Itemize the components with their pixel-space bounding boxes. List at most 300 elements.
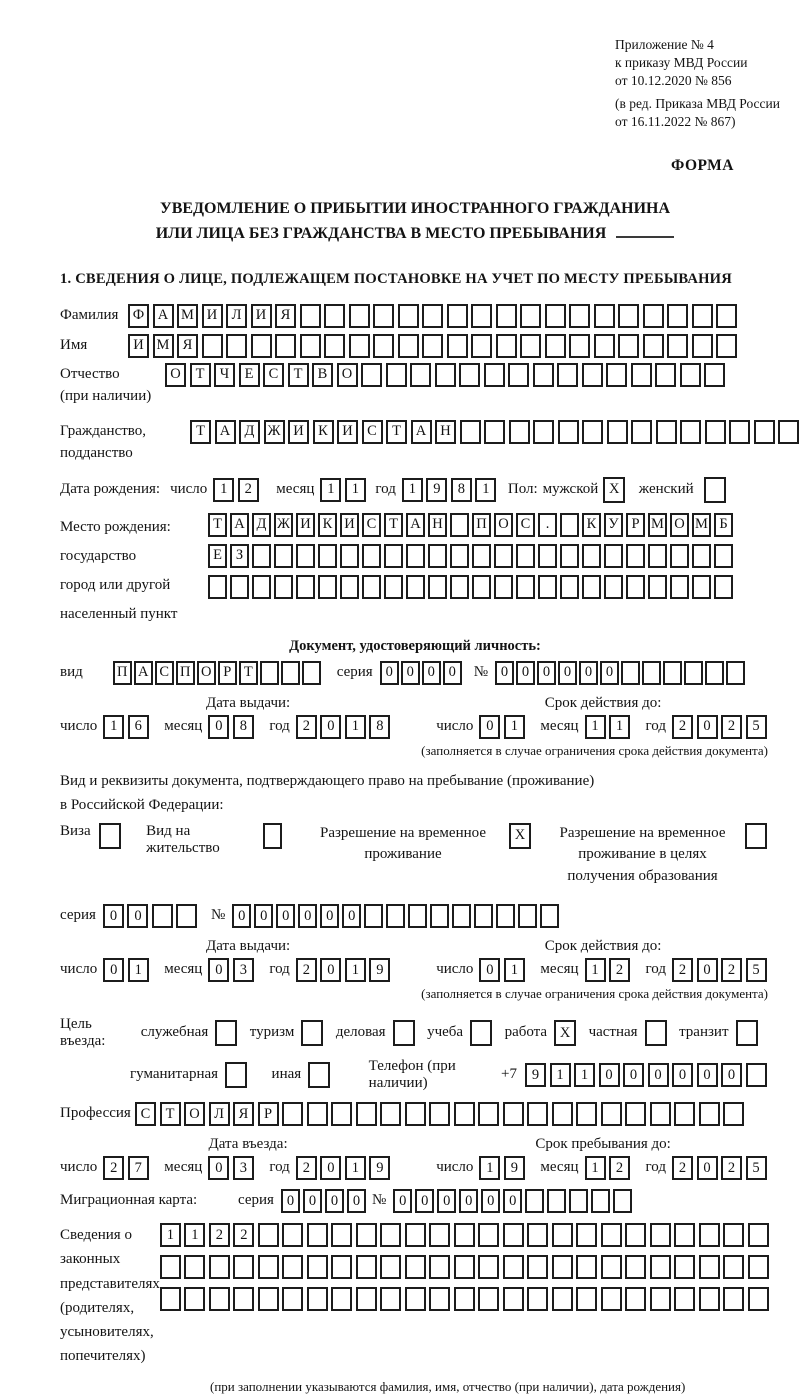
char-box[interactable]: [410, 363, 431, 387]
char-box[interactable]: [569, 1189, 588, 1213]
char-box[interactable]: 0: [516, 661, 535, 685]
char-box[interactable]: [496, 334, 517, 358]
char-box[interactable]: [509, 420, 530, 444]
char-box[interactable]: 0: [599, 1063, 620, 1087]
char-box[interactable]: [331, 1255, 352, 1279]
char-box[interactable]: [349, 334, 370, 358]
char-box[interactable]: 1: [504, 958, 525, 982]
char-box[interactable]: [606, 363, 627, 387]
char-box[interactable]: 0: [401, 661, 420, 685]
char-box[interactable]: И: [288, 420, 309, 444]
char-box[interactable]: 9: [426, 478, 447, 502]
char-box[interactable]: [714, 575, 733, 599]
char-box[interactable]: [386, 363, 407, 387]
char-box[interactable]: 0: [342, 904, 361, 928]
char-box[interactable]: 1: [345, 1156, 366, 1180]
char-box[interactable]: [656, 420, 677, 444]
char-box[interactable]: [716, 334, 737, 358]
char-box[interactable]: [258, 1255, 279, 1279]
char-box[interactable]: 9: [525, 1063, 546, 1087]
char-box[interactable]: 0: [422, 661, 441, 685]
char-box[interactable]: [275, 334, 296, 358]
char-box[interactable]: Ч: [214, 363, 235, 387]
char-box[interactable]: [307, 1287, 328, 1311]
char-box[interactable]: [601, 1255, 622, 1279]
char-box[interactable]: [625, 1223, 646, 1247]
char-box[interactable]: 0: [303, 1189, 322, 1213]
char-box[interactable]: [650, 1255, 671, 1279]
char-box[interactable]: О: [670, 513, 689, 537]
char-box[interactable]: 0: [276, 904, 295, 928]
char-box[interactable]: 1: [475, 478, 496, 502]
char-box[interactable]: [705, 420, 726, 444]
char-box[interactable]: 0: [697, 715, 718, 739]
char-box[interactable]: 2: [103, 1156, 124, 1180]
char-box[interactable]: [450, 575, 469, 599]
char-box[interactable]: [386, 904, 405, 928]
char-box[interactable]: 3: [233, 1156, 254, 1180]
char-box[interactable]: [582, 363, 603, 387]
char-box[interactable]: 0: [320, 1156, 341, 1180]
char-box[interactable]: 2: [721, 958, 742, 982]
char-box[interactable]: В: [312, 363, 333, 387]
char-box[interactable]: [282, 1102, 303, 1126]
char-box[interactable]: С: [155, 661, 174, 685]
checkbox-temp-residence[interactable]: X: [509, 823, 531, 849]
char-box[interactable]: [496, 304, 517, 328]
char-box[interactable]: Т: [208, 513, 227, 537]
char-box[interactable]: [613, 1189, 632, 1213]
char-box[interactable]: 2: [296, 715, 317, 739]
char-box[interactable]: [716, 304, 737, 328]
char-box[interactable]: 0: [347, 1189, 366, 1213]
checkbox-purpose-private[interactable]: [645, 1020, 667, 1046]
char-box[interactable]: [582, 575, 601, 599]
char-box[interactable]: [754, 420, 775, 444]
char-box[interactable]: [699, 1255, 720, 1279]
char-box[interactable]: [478, 1223, 499, 1247]
char-box[interactable]: [152, 904, 173, 928]
char-box[interactable]: А: [406, 513, 425, 537]
char-box[interactable]: [302, 661, 321, 685]
char-box[interactable]: 9: [504, 1156, 525, 1180]
char-box[interactable]: [398, 304, 419, 328]
char-box[interactable]: 8: [369, 715, 390, 739]
char-box[interactable]: И: [337, 420, 358, 444]
char-box[interactable]: 0: [479, 715, 500, 739]
char-box[interactable]: [478, 1255, 499, 1279]
char-box[interactable]: [331, 1287, 352, 1311]
char-box[interactable]: [274, 575, 293, 599]
checkbox-purpose-humanitarian[interactable]: [225, 1062, 247, 1088]
checkbox-temp-residence-edu[interactable]: [745, 823, 767, 849]
char-box[interactable]: [447, 334, 468, 358]
char-box[interactable]: 0: [579, 661, 598, 685]
char-box[interactable]: [560, 513, 579, 537]
char-box[interactable]: [558, 420, 579, 444]
char-box[interactable]: О: [184, 1102, 205, 1126]
char-box[interactable]: 2: [672, 1156, 693, 1180]
char-box[interactable]: Т: [288, 363, 309, 387]
char-box[interactable]: [723, 1287, 744, 1311]
char-box[interactable]: [380, 1287, 401, 1311]
char-box[interactable]: 0: [320, 904, 339, 928]
char-box[interactable]: [496, 904, 515, 928]
char-box[interactable]: [748, 1223, 769, 1247]
char-box[interactable]: [361, 363, 382, 387]
char-box[interactable]: [454, 1287, 475, 1311]
char-box[interactable]: 0: [697, 1156, 718, 1180]
char-box[interactable]: 0: [127, 904, 148, 928]
char-box[interactable]: 2: [233, 1223, 254, 1247]
char-box[interactable]: [184, 1287, 205, 1311]
char-box[interactable]: Ж: [264, 420, 285, 444]
char-box[interactable]: 1: [550, 1063, 571, 1087]
char-box[interactable]: .: [538, 513, 557, 537]
char-box[interactable]: 1: [585, 958, 606, 982]
char-box[interactable]: [723, 1223, 744, 1247]
char-box[interactable]: 2: [721, 1156, 742, 1180]
char-box[interactable]: [538, 544, 557, 568]
char-box[interactable]: [233, 1287, 254, 1311]
char-box[interactable]: 0: [298, 904, 317, 928]
char-box[interactable]: 1: [345, 958, 366, 982]
char-box[interactable]: [408, 904, 427, 928]
char-box[interactable]: 5: [746, 958, 767, 982]
char-box[interactable]: [655, 363, 676, 387]
char-box[interactable]: [692, 334, 713, 358]
char-box[interactable]: Ж: [274, 513, 293, 537]
char-box[interactable]: 0: [697, 958, 718, 982]
char-box[interactable]: О: [165, 363, 186, 387]
char-box[interactable]: [296, 575, 315, 599]
char-box[interactable]: А: [215, 420, 236, 444]
char-box[interactable]: [560, 544, 579, 568]
char-box[interactable]: [435, 363, 456, 387]
char-box[interactable]: [705, 661, 724, 685]
char-box[interactable]: Р: [626, 513, 645, 537]
checkbox-purpose-study[interactable]: [470, 1020, 492, 1046]
char-box[interactable]: Д: [252, 513, 271, 537]
char-box[interactable]: [405, 1102, 426, 1126]
char-box[interactable]: [552, 1102, 573, 1126]
char-box[interactable]: Т: [160, 1102, 181, 1126]
char-box[interactable]: [454, 1102, 475, 1126]
char-box[interactable]: 1: [345, 715, 366, 739]
char-box[interactable]: [643, 334, 664, 358]
char-box[interactable]: С: [263, 363, 284, 387]
char-box[interactable]: 1: [609, 715, 630, 739]
char-box[interactable]: [230, 575, 249, 599]
char-box[interactable]: [552, 1287, 573, 1311]
char-box[interactable]: [527, 1287, 548, 1311]
char-box[interactable]: [527, 1223, 548, 1247]
char-box[interactable]: [729, 420, 750, 444]
char-box[interactable]: [307, 1255, 328, 1279]
char-box[interactable]: 1: [103, 715, 124, 739]
char-box[interactable]: Я: [177, 334, 198, 358]
char-box[interactable]: [547, 1189, 566, 1213]
char-box[interactable]: [478, 1102, 499, 1126]
char-box[interactable]: [576, 1287, 597, 1311]
char-box[interactable]: [428, 575, 447, 599]
char-box[interactable]: [209, 1287, 230, 1311]
char-box[interactable]: [714, 544, 733, 568]
char-box[interactable]: И: [340, 513, 359, 537]
char-box[interactable]: А: [134, 661, 153, 685]
char-box[interactable]: 0: [600, 661, 619, 685]
char-box[interactable]: [527, 1102, 548, 1126]
char-box[interactable]: [405, 1287, 426, 1311]
char-box[interactable]: [560, 575, 579, 599]
checkbox-purpose-business[interactable]: [393, 1020, 415, 1046]
char-box[interactable]: [648, 544, 667, 568]
char-box[interactable]: [422, 334, 443, 358]
char-box[interactable]: [516, 544, 535, 568]
char-box[interactable]: [692, 304, 713, 328]
char-box[interactable]: Р: [258, 1102, 279, 1126]
char-box[interactable]: 2: [609, 1156, 630, 1180]
char-box[interactable]: 2: [296, 1156, 317, 1180]
char-box[interactable]: [405, 1255, 426, 1279]
char-box[interactable]: [460, 420, 481, 444]
char-box[interactable]: [209, 1255, 230, 1279]
char-box[interactable]: [429, 1223, 450, 1247]
char-box[interactable]: [318, 575, 337, 599]
char-box[interactable]: [576, 1255, 597, 1279]
char-box[interactable]: [494, 544, 513, 568]
char-box[interactable]: [226, 334, 247, 358]
char-box[interactable]: Л: [226, 304, 247, 328]
char-box[interactable]: [545, 304, 566, 328]
char-box[interactable]: М: [648, 513, 667, 537]
char-box[interactable]: [472, 544, 491, 568]
char-box[interactable]: [274, 544, 293, 568]
char-box[interactable]: [356, 1223, 377, 1247]
char-box[interactable]: [692, 544, 711, 568]
char-box[interactable]: [525, 1189, 544, 1213]
char-box[interactable]: 0: [481, 1189, 500, 1213]
char-box[interactable]: [674, 1102, 695, 1126]
char-box[interactable]: Т: [190, 420, 211, 444]
char-box[interactable]: С: [516, 513, 535, 537]
char-box[interactable]: И: [296, 513, 315, 537]
char-box[interactable]: [746, 1063, 767, 1087]
char-box[interactable]: [680, 420, 701, 444]
char-box[interactable]: [380, 1223, 401, 1247]
char-box[interactable]: [576, 1223, 597, 1247]
char-box[interactable]: [503, 1255, 524, 1279]
char-box[interactable]: Т: [239, 661, 258, 685]
char-box[interactable]: [704, 363, 725, 387]
char-box[interactable]: [626, 544, 645, 568]
char-box[interactable]: К: [582, 513, 601, 537]
char-box[interactable]: [494, 575, 513, 599]
char-box[interactable]: [398, 334, 419, 358]
char-box[interactable]: 9: [369, 1156, 390, 1180]
char-box[interactable]: [601, 1223, 622, 1247]
char-box[interactable]: 0: [672, 1063, 693, 1087]
char-box[interactable]: А: [411, 420, 432, 444]
char-box[interactable]: [282, 1255, 303, 1279]
char-box[interactable]: [454, 1255, 475, 1279]
char-box[interactable]: 1: [160, 1223, 181, 1247]
char-box[interactable]: [582, 420, 603, 444]
char-box[interactable]: [607, 420, 628, 444]
char-box[interactable]: [569, 304, 590, 328]
char-box[interactable]: [545, 334, 566, 358]
char-box[interactable]: 0: [415, 1189, 434, 1213]
char-box[interactable]: [540, 904, 559, 928]
char-box[interactable]: [282, 1287, 303, 1311]
char-box[interactable]: [648, 575, 667, 599]
char-box[interactable]: 2: [296, 958, 317, 982]
char-box[interactable]: [552, 1223, 573, 1247]
char-box[interactable]: [533, 420, 554, 444]
char-box[interactable]: 2: [721, 715, 742, 739]
char-box[interactable]: [601, 1287, 622, 1311]
char-box[interactable]: 1: [479, 1156, 500, 1180]
char-box[interactable]: [601, 1102, 622, 1126]
char-box[interactable]: Е: [239, 363, 260, 387]
char-box[interactable]: [452, 904, 471, 928]
char-box[interactable]: [251, 334, 272, 358]
char-box[interactable]: [699, 1102, 720, 1126]
char-box[interactable]: [726, 661, 745, 685]
char-box[interactable]: [324, 304, 345, 328]
char-box[interactable]: 1: [585, 715, 606, 739]
char-box[interactable]: [631, 363, 652, 387]
char-box[interactable]: 1: [320, 478, 341, 502]
char-box[interactable]: 3: [233, 958, 254, 982]
char-box[interactable]: И: [251, 304, 272, 328]
char-box[interactable]: [384, 575, 403, 599]
char-box[interactable]: [674, 1223, 695, 1247]
char-box[interactable]: Т: [384, 513, 403, 537]
char-box[interactable]: П: [472, 513, 491, 537]
char-box[interactable]: [594, 334, 615, 358]
char-box[interactable]: [748, 1287, 769, 1311]
char-box[interactable]: [618, 334, 639, 358]
char-box[interactable]: [684, 661, 703, 685]
char-box[interactable]: [478, 1287, 499, 1311]
char-box[interactable]: [340, 575, 359, 599]
char-box[interactable]: 8: [451, 478, 472, 502]
char-box[interactable]: [428, 544, 447, 568]
char-box[interactable]: [618, 304, 639, 328]
char-box[interactable]: 0: [537, 661, 556, 685]
char-box[interactable]: [252, 544, 271, 568]
char-box[interactable]: 1: [345, 478, 366, 502]
char-box[interactable]: Р: [218, 661, 237, 685]
char-box[interactable]: 1: [574, 1063, 595, 1087]
char-box[interactable]: [576, 1102, 597, 1126]
char-box[interactable]: [450, 544, 469, 568]
char-box[interactable]: [318, 544, 337, 568]
char-box[interactable]: 1: [213, 478, 234, 502]
char-box[interactable]: [260, 661, 279, 685]
char-box[interactable]: О: [337, 363, 358, 387]
char-box[interactable]: 0: [208, 958, 229, 982]
char-box[interactable]: [471, 334, 492, 358]
char-box[interactable]: Л: [209, 1102, 230, 1126]
char-box[interactable]: 0: [479, 958, 500, 982]
char-box[interactable]: [474, 904, 493, 928]
char-box[interactable]: И: [128, 334, 149, 358]
char-box[interactable]: 0: [380, 661, 399, 685]
char-box[interactable]: Е: [208, 544, 227, 568]
char-box[interactable]: [258, 1287, 279, 1311]
char-box[interactable]: [503, 1223, 524, 1247]
char-box[interactable]: [484, 363, 505, 387]
char-box[interactable]: [591, 1189, 610, 1213]
char-box[interactable]: [160, 1255, 181, 1279]
char-box[interactable]: 0: [208, 715, 229, 739]
char-box[interactable]: 1: [504, 715, 525, 739]
char-box[interactable]: [503, 1287, 524, 1311]
char-box[interactable]: [340, 544, 359, 568]
char-box[interactable]: 0: [503, 1189, 522, 1213]
checkbox-purpose-work[interactable]: X: [554, 1020, 576, 1046]
char-box[interactable]: [471, 304, 492, 328]
char-box[interactable]: [642, 661, 661, 685]
char-box[interactable]: М: [153, 334, 174, 358]
char-box[interactable]: 0: [103, 904, 124, 928]
char-box[interactable]: [356, 1102, 377, 1126]
char-box[interactable]: [557, 363, 578, 387]
char-box[interactable]: [356, 1255, 377, 1279]
char-box[interactable]: 0: [443, 661, 462, 685]
char-box[interactable]: [520, 304, 541, 328]
char-box[interactable]: 1: [402, 478, 423, 502]
char-box[interactable]: К: [313, 420, 334, 444]
char-box[interactable]: [626, 575, 645, 599]
char-box[interactable]: [454, 1223, 475, 1247]
char-box[interactable]: [520, 334, 541, 358]
char-box[interactable]: И: [202, 304, 223, 328]
char-box[interactable]: О: [494, 513, 513, 537]
char-box[interactable]: Я: [233, 1102, 254, 1126]
char-box[interactable]: [663, 661, 682, 685]
char-box[interactable]: 0: [325, 1189, 344, 1213]
checkbox-male[interactable]: X: [603, 477, 625, 503]
char-box[interactable]: 1: [184, 1223, 205, 1247]
char-box[interactable]: [667, 304, 688, 328]
char-box[interactable]: 2: [609, 958, 630, 982]
char-box[interactable]: [380, 1255, 401, 1279]
char-box[interactable]: 0: [281, 1189, 300, 1213]
char-box[interactable]: Д: [239, 420, 260, 444]
char-box[interactable]: [518, 904, 537, 928]
char-box[interactable]: М: [177, 304, 198, 328]
char-box[interactable]: [282, 1223, 303, 1247]
char-box[interactable]: [307, 1223, 328, 1247]
char-box[interactable]: [430, 904, 449, 928]
char-box[interactable]: [625, 1287, 646, 1311]
char-box[interactable]: [650, 1102, 671, 1126]
char-box[interactable]: Т: [386, 420, 407, 444]
char-box[interactable]: [380, 1102, 401, 1126]
char-box[interactable]: [300, 334, 321, 358]
char-box[interactable]: [604, 544, 623, 568]
char-box[interactable]: А: [230, 513, 249, 537]
char-box[interactable]: [538, 575, 557, 599]
char-box[interactable]: 7: [128, 1156, 149, 1180]
char-box[interactable]: 5: [746, 715, 767, 739]
char-box[interactable]: [373, 304, 394, 328]
char-box[interactable]: [296, 544, 315, 568]
char-box[interactable]: Б: [714, 513, 733, 537]
